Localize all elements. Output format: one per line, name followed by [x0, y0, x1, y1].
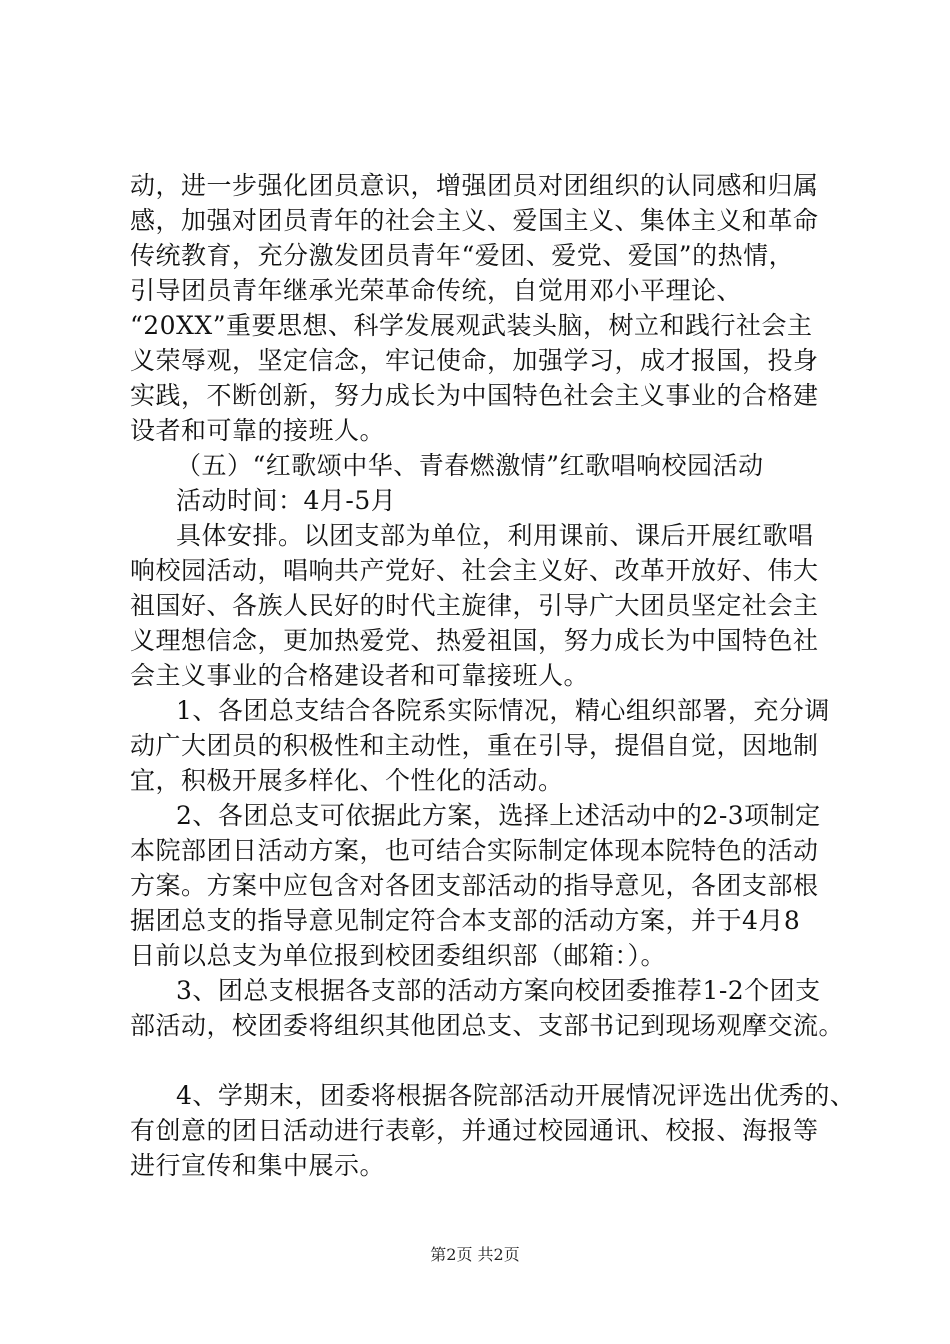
text-line: 祖国好、各族人民好的时代主旋律，引导广大团员坚定社会主: [130, 591, 819, 620]
text-line: 义荣辱观，坚定信念，牢记使命，加强学习，成才报国，投身: [130, 346, 819, 375]
list-item-1: 1、各团总支结合各院系实际情况，精心组织部署，充分调: [176, 696, 830, 725]
text-line: 日前以总支为单位报到校团委组织部（邮箱：）。: [130, 941, 667, 970]
text-line: 部活动，校团委将组织其他团总支、支部书记到现场观摩交流。: [130, 1011, 845, 1040]
list-item-2: 2、各团总支可依据此方案，选择上述活动中的2-3项制定: [176, 801, 821, 830]
text-line: 引导团员青年继承光荣革命传统，自觉用邓小平理论、: [130, 276, 743, 305]
text-line: 方案。方案中应包含对各团支部活动的指导意见，各团支部根: [130, 871, 819, 900]
document-body: [130, 168, 855, 1183]
text-line: 进行宣传和集中展示。: [130, 1151, 386, 1180]
text-line: 义理想信念，更加热爱党、热爱祖国，努力成长为中国特色社: [130, 626, 819, 655]
text-line: 宜，积极开展多样化、个性化的活动。: [130, 766, 564, 795]
text-line: 设者和可靠的接班人。: [130, 416, 386, 445]
list-item-3: 3、团总支根据各支部的活动方案向校团委推荐1-2个团支: [176, 976, 821, 1005]
list-item-4: 4、学期末，团委将根据各院部活动开展情况评选出优秀的、: [176, 1081, 856, 1110]
text-line: 具体安排。以团支部为单位，利用课前、课后开展红歌唱: [176, 521, 814, 550]
text-line: 传统教育，充分激发团员青年“爱团、爱党、爱国”的热情，: [130, 241, 795, 270]
text-line: 响校园活动，唱响共产党好、社会主义好、改革开放好、伟大: [130, 556, 819, 585]
text-line: 感，加强对团员青年的社会主义、爱国主义、集体主义和革命: [130, 206, 819, 235]
text-line: 据团总支的指导意见制定符合本支部的活动方案，并于4月8: [130, 906, 801, 935]
section-heading: （五）“红歌颂中华、青春燃激情”红歌唱响校园活动: [176, 451, 764, 480]
text-line: 会主义事业的合格建设者和可靠接班人。: [130, 661, 590, 690]
text-line: 有创意的团日活动进行表彰，并通过校园通讯、校报、海报等: [130, 1116, 819, 1145]
text-line: “20XX”重要思想、科学发展观武装头脑，树立和践行社会主: [130, 311, 813, 340]
text-line: 本院部团日活动方案，也可结合实际制定体现本院特色的活动: [130, 836, 819, 865]
text-line: 动，进一步强化团员意识，增强团员对团组织的认同感和归属: [130, 171, 819, 200]
activity-time: 活动时间：4月-5月: [176, 486, 397, 515]
text-line: 动广大团员的积极性和主动性，重在引导，提倡自觉，因地制: [130, 731, 819, 760]
text-line: 实践，不断创新，努力成长为中国特色社会主义事业的合格建: [130, 381, 819, 410]
blank-line: [130, 1043, 855, 1078]
page-number-footer: 第2页 共2页: [430, 1245, 520, 1264]
